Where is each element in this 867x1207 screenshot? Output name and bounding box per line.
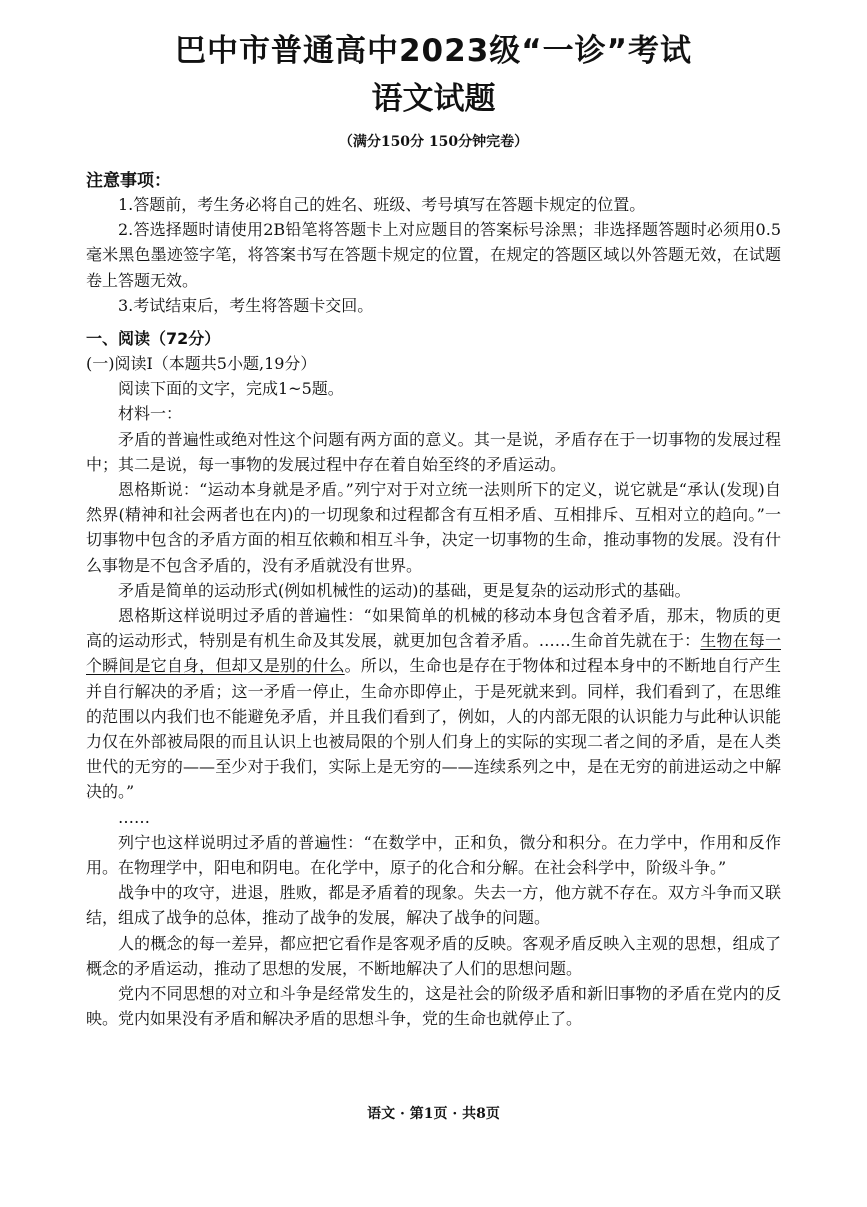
notice-item-3: 3.考试结束后，考生将答题卡交回。 [118,295,374,315]
ellipsis: …… [118,807,150,827]
section-heading: 一、阅读（72分） [86,329,221,349]
reading-section [86,326,781,1031]
paragraph-2: 恩格斯说：“运动本身就是矛盾。”列宁对于对立统一法则所下的定义，说它就是“承认(发现)自然界(精神和社会两者也在内)的一切现象和过程都含有互相矛盾、互相排斥、互相对立的趋向。”一切事物中包含的矛盾方面的相互依赖和相互斗争，决定一切事物的生命，推动事物的发展。没有什么事物是不包含矛盾的，没有矛盾就没有世界。 [86,480,781,575]
instruction: 阅读下面的文字，完成1~5题。 [118,379,344,399]
paragraph-4-before: 恩格斯这样说明过矛盾的普遍性：“如果简单的机械的移动本身包含着矛盾，那末，物质的更高的运动形式，特别是有机生命及其发展，就更加包含着矛盾。……生命首先就在于： [86,606,781,651]
paragraph-1: 矛盾的普遍性或绝对性这个问题有两方面的意义。其一是说，矛盾存在于一切事物的发展过程中；其二是说，每一事物的发展过程中存在着自始至终的矛盾运动。 [86,429,781,474]
material-label: 材料一： [118,404,183,424]
paragraph-4 [86,603,781,805]
notice-heading: 注意事项： [86,171,171,191]
paragraph-3: 矛盾是简单的运动形式(例如机械性的运动)的基础，更是复杂的运动形式的基础。 [118,580,691,600]
page-footer: 语文 · 第1页 · 共8页 [367,1106,500,1122]
notice-item-2: 2.答选择题时请使用2B铅笔将答题卡上对应题目的答案标号涂黑；非选择题答题时必须用0.5毫米黑色墨迹签字笔，将答案书写在答题卡规定的位置，在规定的答题区域以外答题无效，在试题卷上答题无效。 [86,220,781,290]
exam-subtitle: 语文试题 [371,81,496,117]
notice-block [86,170,781,318]
exam-meta: （满分150分 150分钟完卷） [338,134,529,150]
paragraph-6: 战争中的攻守，进退，胜败，都是矛盾着的现象。失去一方，他方就不存在。双方斗争而又联结，组成了战争的总体，推动了战争的发展，解决了战争的问题。 [86,883,781,928]
part-heading: (一)阅读Ⅰ（本题共5小题,19分） [86,354,317,374]
paragraph-7: 人的概念的每一差异，都应把它看作是客观矛盾的反映。客观矛盾反映入主观的思想，组成了概念的矛盾运动，推动了思想的发展，不断地解决了人们的思想问题。 [86,933,781,978]
paragraph-8: 党内不同思想的对立和斗争是经常发生的，这是社会的阶级矛盾和新旧事物的矛盾在党内的反映。党内如果没有矛盾和解决矛盾的思想斗争，党的生命也就停止了。 [86,984,781,1029]
underlined-sentence: 生物在每一个瞬间是它自身，但却又是别的什么 [86,631,781,676]
notice-item-1: 1.答题前，考生务必将自己的姓名、班级、考号填写在答题卡规定的位置。 [118,195,646,214]
paragraph-5: 列宁也这样说明过矛盾的普遍性：“在数学中，正和负，微分和积分。在力学中，作用和反作用。在物理学中，阳电和阴电。在化学中，原子的化合和分解。在社会科学中，阶级斗争。” [86,832,781,878]
exam-title: 巴中市普通高中2023级“一诊”考试 [174,33,693,69]
paragraph-4-after: 。所以，生命也是存在于物体和过程本身中的不断地自行产生并自行解决的矛盾；这一矛盾一停止，生命亦即停止，于是死就来到。同样，我们看到了，在思维的范围以内我们也不能避免矛盾，并且我们看到了，例如，人的内部无限的认识能力与此种认识能力仅在外部被局限的而且认识上也被局限的个别人们身上的实际的实现二者之间的矛盾，是在人类世代的无穷的——至少对于我们，实际上是无穷的——连续系列之中，是在无穷的前进运动之中解决的。” [86,656,781,802]
